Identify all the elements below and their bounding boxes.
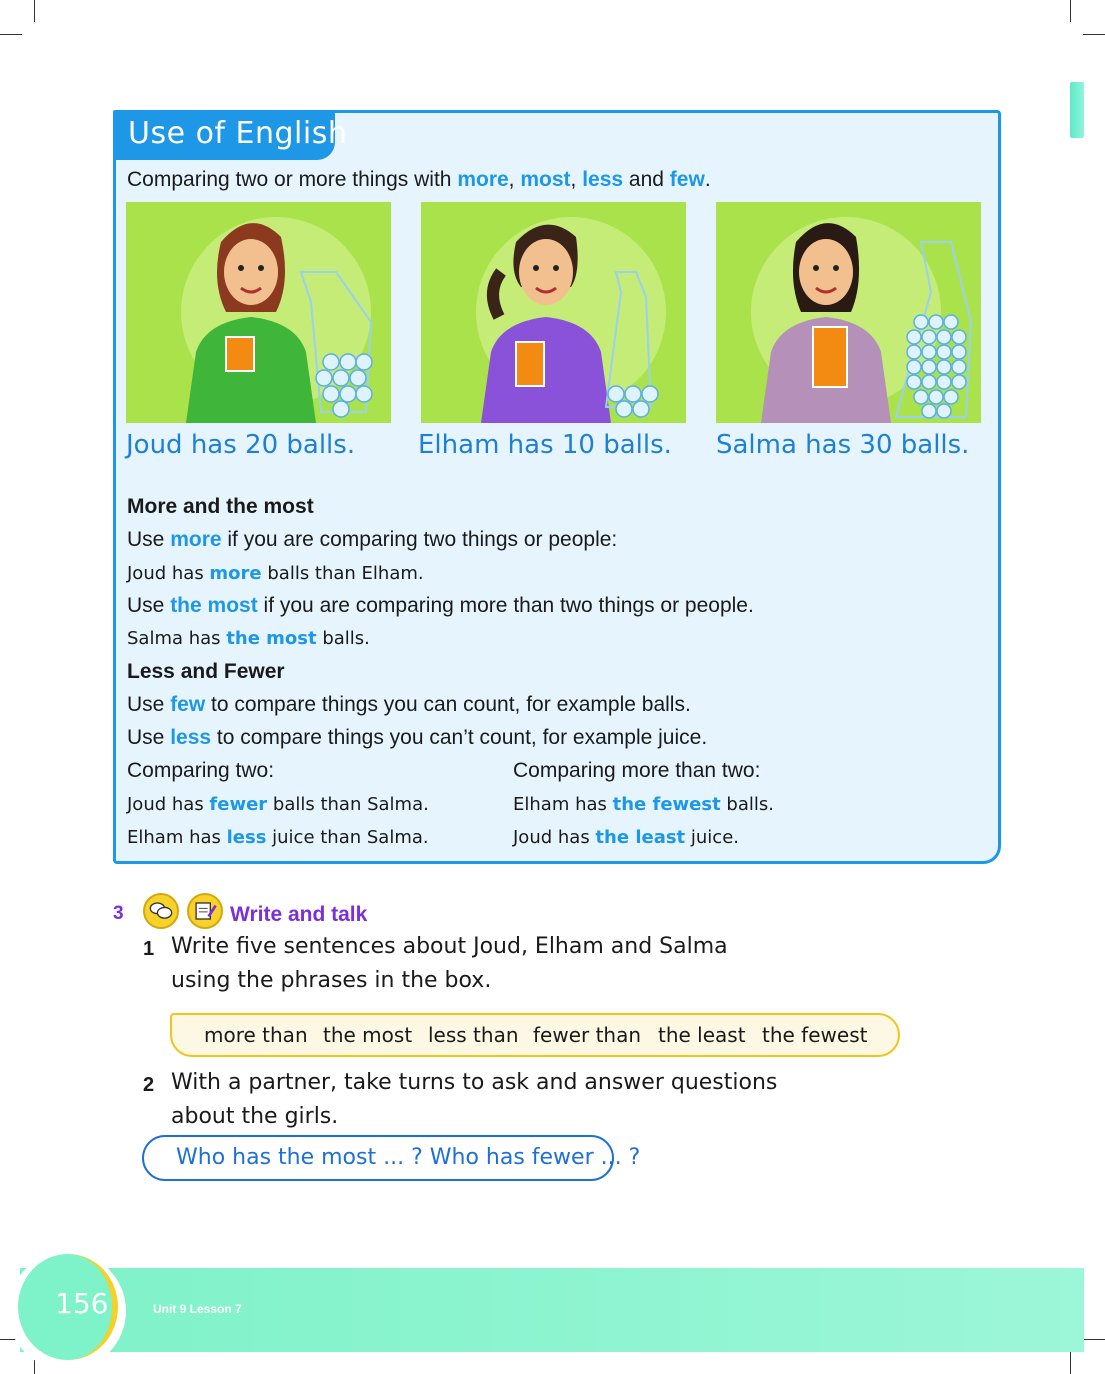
question-text: Who has the most ... ? Who has fewer ... ? (176, 1145, 641, 1170)
crop-mark (1070, 1352, 1071, 1374)
col1-heading: Comparing two: (127, 759, 275, 782)
intro-text: Comparing two or more things with more, most, less and few. (127, 168, 711, 191)
caption-salma: Salma has 30 balls. (716, 430, 970, 460)
example-fewer: Joud has fewer balls than Salma. (127, 794, 429, 815)
joud-illustration (126, 202, 391, 423)
activity-number: 3 (113, 903, 124, 924)
elham-illustration (421, 202, 686, 423)
crop-mark (1083, 1339, 1105, 1340)
col2-heading: Comparing more than two: (513, 759, 761, 782)
crop-mark (1070, 0, 1071, 22)
side-tab (1070, 82, 1084, 138)
step1-number: 1 (143, 938, 155, 960)
page-number: 156 (55, 1287, 109, 1320)
step2-number: 2 (143, 1074, 155, 1096)
phrase-the-least: the least (658, 1023, 746, 1047)
example-more: Joud has more balls than Elham. (127, 563, 424, 584)
phrase-less-than: less than (428, 1023, 519, 1047)
speech-bubbles-icon (143, 893, 179, 929)
crop-mark (0, 34, 22, 35)
rule-the-most: Use the most if you are comparing more than two things or people. (127, 594, 754, 617)
example-the-least: Joud has the least juice. (513, 827, 739, 848)
step2-text-line1: With a partner, take turns to ask and answer questions (171, 1070, 778, 1095)
phrase-more-than: more than (204, 1023, 308, 1047)
example-the-most: Salma has the most balls. (127, 628, 370, 649)
heading-less-fewer: Less and Fewer (127, 660, 285, 683)
example-the-fewest: Elham has the fewest balls. (513, 794, 774, 815)
example-less: Elham has less juice than Salma. (127, 827, 429, 848)
crop-mark (1083, 34, 1105, 35)
phrase-the-fewest: the fewest (762, 1023, 868, 1047)
rule-less: Use less to compare things you can’t count, for example juice. (127, 726, 708, 749)
heading-more-most: More and the most (127, 495, 314, 518)
rule-few: Use few to compare things you can count, for example balls. (127, 693, 691, 716)
box-title: Use of English (128, 116, 348, 151)
salma-illustration (716, 202, 981, 423)
step2-text-line2: about the girls. (171, 1104, 339, 1129)
phrase-the-most: the most (323, 1023, 413, 1047)
notepad-pencil-icon (187, 893, 223, 929)
unit-lesson-label: Unit 9 Lesson 7 (153, 1302, 242, 1316)
rule-more: Use more if you are comparing two things or people: (127, 528, 618, 551)
step1-text-line1: Write five sentences about Joud, Elham and Salma (171, 934, 728, 959)
caption-joud: Joud has 20 balls. (126, 430, 356, 460)
step1-text-line2: using the phrases in the box. (171, 968, 492, 993)
caption-elham: Elham has 10 balls. (418, 430, 672, 460)
activity-title: Write and talk (230, 903, 368, 926)
crop-mark (34, 0, 35, 22)
phrase-fewer-than: fewer than (533, 1023, 642, 1047)
